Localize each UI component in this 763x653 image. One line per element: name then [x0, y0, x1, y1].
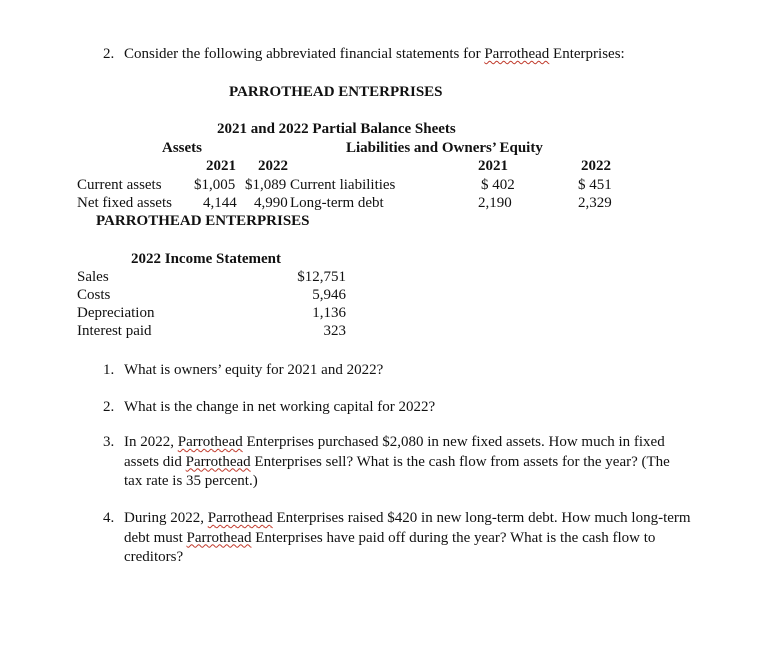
question-text-pre: In 2022, [124, 434, 178, 450]
question-number: 1. [103, 362, 115, 378]
question-text-mid: Enterprises raised $420 in new long-term debt. How much long-term debt must [124, 510, 691, 546]
income-row-label: Costs [77, 287, 111, 303]
question-text [124, 509, 704, 568]
balance-company-title: PARROTHEAD ENTERPRISES [229, 84, 443, 100]
income-row-label: Interest paid [77, 323, 152, 339]
question-text-pre: During 2022, [124, 510, 208, 526]
company-name-spellcheck[interactable]: Parrothead [207, 510, 273, 526]
question-number: 3. [103, 434, 115, 450]
asset-row-2022: $1,089 [245, 177, 287, 193]
assets-year-2021: 2021 [206, 158, 236, 174]
income-company-title: PARROTHEAD ENTERPRISES [96, 213, 310, 229]
asset-row-2021: 4,144 [203, 195, 237, 211]
company-name-spellcheck[interactable]: Parrothead [185, 453, 251, 470]
assets-year-2022: 2022 [258, 158, 288, 174]
liability-row-2022: 2,329 [578, 195, 612, 211]
asset-row-label: Net fixed assets [77, 195, 172, 211]
question-text-post: Enterprises sell? What is the cash flow from assets for the year? (The tax rate is 35 percent.) [124, 453, 670, 489]
company-name-spellcheck[interactable]: Parrothead [186, 529, 252, 546]
liabilities-header: Liabilities and Owners’ Equity [346, 140, 543, 156]
question-text-mid: Enterprises purchased $2,080 in new fixed assets. How much in fixed assets did [124, 434, 665, 470]
liability-row-2021: $ 402 [481, 177, 515, 193]
liab-year-2022: 2022 [581, 158, 611, 174]
intro-text [124, 45, 625, 63]
income-row-value: $12,751 [297, 269, 346, 285]
liability-row-label: Long-term debt [290, 195, 384, 211]
question-text: What is owners’ equity for 2021 and 2022? [124, 362, 384, 378]
question-number: 4. [103, 510, 115, 526]
liability-row-label: Current liabilities [290, 177, 396, 193]
question-text [124, 433, 684, 492]
income-statement-title: 2022 Income Statement [131, 251, 281, 267]
company-name-spellcheck[interactable]: Parrothead [484, 46, 550, 62]
liability-row-2021: 2,190 [478, 195, 512, 211]
income-row-value: 1,136 [312, 305, 346, 321]
intro-number: 2. [103, 46, 115, 62]
liability-row-2022: $ 451 [578, 177, 612, 193]
question-number: 2. [103, 399, 115, 415]
income-row-value: 5,946 [312, 287, 346, 303]
company-name-spellcheck[interactable]: Parrothead [177, 434, 243, 450]
question-text: What is the change in net working capital for 2022? [124, 399, 436, 415]
balance-sheet-title: 2021 and 2022 Partial Balance Sheets [217, 121, 456, 137]
income-row-label: Depreciation [77, 305, 155, 321]
asset-row-label: Current assets [77, 177, 162, 193]
income-row-label: Sales [77, 269, 109, 285]
assets-header: Assets [162, 140, 202, 156]
income-row-value: 323 [323, 323, 346, 339]
asset-row-2021: $1,005 [194, 177, 236, 193]
question-text-post: Enterprises have paid off during the year? What is the cash flow to creditors? [124, 529, 656, 565]
intro-text-after: Enterprises: [549, 46, 625, 62]
asset-row-2022: 4,990 [254, 195, 288, 211]
liab-year-2021: 2021 [478, 158, 508, 174]
intro-text-before: Consider the following abbreviated financial statements for [124, 46, 485, 62]
